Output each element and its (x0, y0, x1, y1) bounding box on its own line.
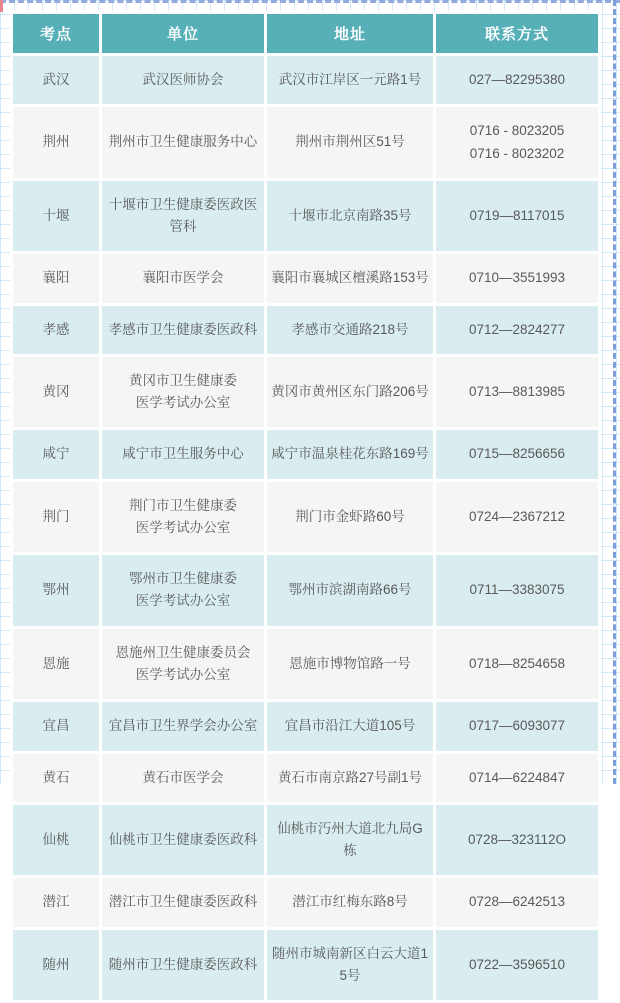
unit-cell: 武汉医师协会 (102, 56, 264, 104)
unit-cell: 鄂州市卫生健康委 医学考试办公室 (102, 555, 264, 626)
header-address: 地址 (267, 14, 433, 53)
exam-site-cell: 随州 (13, 930, 99, 1001)
table-row (13, 254, 598, 302)
address-cell: 黄石市南京路27号副1号 (267, 754, 433, 802)
table-row (13, 702, 598, 750)
address-cell: 咸宁市温泉桂花东路169号 (267, 430, 433, 478)
table-row (13, 306, 598, 354)
contact-cell: 0718—8254658 (436, 629, 598, 700)
unit-cell: 荆门市卫生健康委 医学考试办公室 (102, 482, 264, 553)
address-cell: 鄂州市滨湖南路66号 (267, 555, 433, 626)
unit-cell: 黄石市医学会 (102, 754, 264, 802)
header-unit: 单位 (102, 14, 264, 53)
table-row (13, 629, 598, 700)
exam-site-cell: 襄阳 (13, 254, 99, 302)
table-row (13, 805, 598, 876)
exam-site-cell: 黄冈 (13, 357, 99, 428)
exam-site-cell: 十堰 (13, 181, 99, 252)
contact-cell: 0711—3383075 (436, 555, 598, 626)
exam-site-cell: 荆门 (13, 482, 99, 553)
contact-cell: 0713—8813985 (436, 357, 598, 428)
unit-cell: 咸宁市卫生服务中心 (102, 430, 264, 478)
address-cell: 仙桃市汅州大道北九局G栋 (267, 805, 433, 876)
table-row (13, 930, 598, 1001)
contact-cell: 0712—2824277 (436, 306, 598, 354)
header-exam-site: 考点 (13, 14, 99, 53)
right-dashed-border (613, 0, 616, 784)
exam-site-cell: 武汉 (13, 56, 99, 104)
address-cell: 襄阳市襄城区檀溪路153号 (267, 254, 433, 302)
exam-site-cell: 鄂州 (13, 555, 99, 626)
table-row (13, 878, 598, 926)
address-cell: 荆门市金虾路60号 (267, 482, 433, 553)
contact-cell: 0724—2367212 (436, 482, 598, 553)
unit-cell: 孝感市卫生健康委医政科 (102, 306, 264, 354)
unit-cell: 潜江市卫生健康委医政科 (102, 878, 264, 926)
exam-site-cell: 宜昌 (13, 702, 99, 750)
table-body (13, 56, 598, 1000)
contact-cell: 0710—3551993 (436, 254, 598, 302)
address-cell: 孝感市交通路218号 (267, 306, 433, 354)
exam-site-cell: 咸宁 (13, 430, 99, 478)
table-header (13, 14, 598, 53)
address-cell: 十堰市北京南路35号 (267, 181, 433, 252)
table-row (13, 555, 598, 626)
contact-cell: 0728—323112O (436, 805, 598, 876)
unit-cell: 黄冈市卫生健康委 医学考试办公室 (102, 357, 264, 428)
contact-cell: 0719—8117015 (436, 181, 598, 252)
unit-cell: 仙桃市卫生健康委医政科 (102, 805, 264, 876)
unit-cell: 宜昌市卫生界学会办公室 (102, 702, 264, 750)
contact-cell: 027—82295380 (436, 56, 598, 104)
exam-site-cell: 黄石 (13, 754, 99, 802)
address-cell: 恩施市博物馆路一号 (267, 629, 433, 700)
unit-cell: 襄阳市医学会 (102, 254, 264, 302)
unit-cell: 十堰市卫生健康委医政医管科 (102, 181, 264, 252)
exam-contact-table (10, 11, 601, 1003)
top-dashed-border (0, 0, 620, 3)
address-cell: 随州市城南新区白云大道15号 (267, 930, 433, 1001)
header-contact: 联系方式 (436, 14, 598, 53)
unit-cell: 恩施州卫生健康委员会 医学考试办公室 (102, 629, 264, 700)
contact-cell: 0717—6093077 (436, 702, 598, 750)
table-row (13, 430, 598, 478)
exam-site-cell: 仙桃 (13, 805, 99, 876)
table-row (13, 357, 598, 428)
table-row (13, 482, 598, 553)
address-cell: 荆州市荆州区51号 (267, 107, 433, 178)
address-cell: 潜江市红梅东路8号 (267, 878, 433, 926)
unit-cell: 荆州市卫生健康服务中心 (102, 107, 264, 178)
exam-site-cell: 潜江 (13, 878, 99, 926)
left-red-dash (0, 0, 3, 12)
address-cell: 黄冈市黄州区东门路206号 (267, 357, 433, 428)
unit-cell: 随州市卫生健康委医政科 (102, 930, 264, 1001)
exam-site-cell: 荆州 (13, 107, 99, 178)
contact-cell: 0714—6224847 (436, 754, 598, 802)
contact-cell: 0716 - 8023205 0716 - 8023202 (436, 107, 598, 178)
exam-site-cell: 孝感 (13, 306, 99, 354)
table-row (13, 56, 598, 104)
contact-cell: 0715—8256656 (436, 430, 598, 478)
contact-cell: 0722—3596510 (436, 930, 598, 1001)
address-cell: 武汉市江岸区一元路1号 (267, 56, 433, 104)
table-row (13, 754, 598, 802)
contact-cell: 0728—6242513 (436, 878, 598, 926)
table-row (13, 181, 598, 252)
table-row (13, 107, 598, 178)
exam-site-cell: 恩施 (13, 629, 99, 700)
address-cell: 宜昌市沿江大道105号 (267, 702, 433, 750)
